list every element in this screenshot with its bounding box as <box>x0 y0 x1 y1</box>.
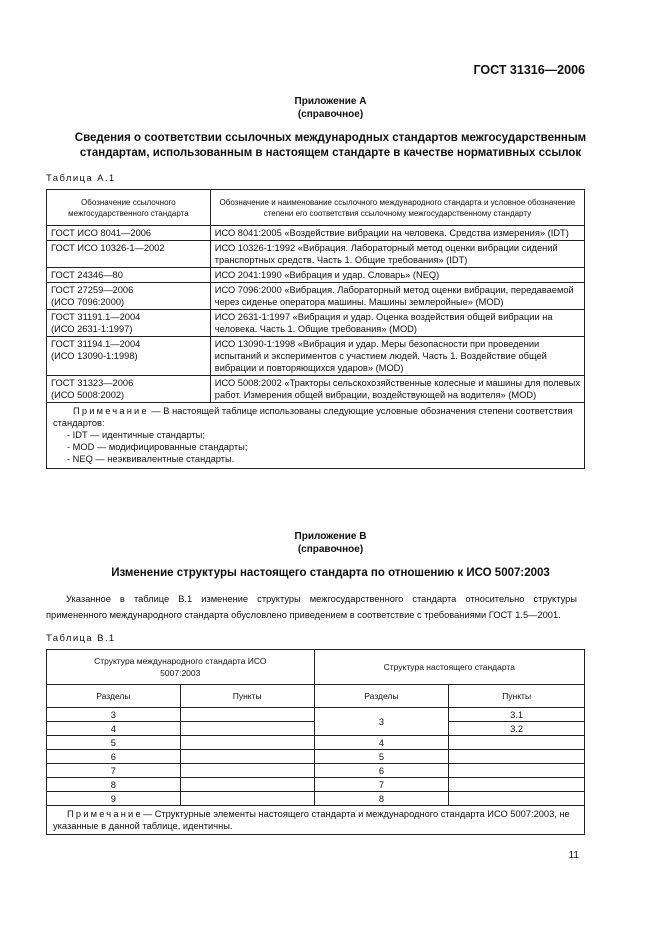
cell: 4 <box>47 722 181 736</box>
table-a1-note <box>47 403 585 469</box>
table-row <box>47 310 585 337</box>
table-b1 <box>46 649 585 835</box>
cell <box>449 736 585 750</box>
gost-cell: ГОСТ 31194.1—2004 (ИСО 13090-1:1998) <box>47 337 211 376</box>
iso-cell: ИСО 2041:1990 «Вибрация и удар. Словарь» (NEQ) <box>210 268 584 283</box>
table-row <box>47 750 585 764</box>
iso-cell: ИСО 8041:2005 «Воздействие вибрации на человека. Средства измерения» (IDT) <box>210 226 584 241</box>
iso-cell: ИСО 10326-1:1992 «Вибрация. Лабораторный метод оценки вибрации сидений транспортных средств. Часть 1. Общие требования» (IDT) <box>210 241 584 268</box>
cell <box>449 792 585 806</box>
table-row <box>47 778 585 792</box>
cell <box>449 778 585 792</box>
table-row <box>47 226 585 241</box>
appendix-a-subtitle: (справочное) <box>297 109 364 120</box>
note-label: Примечание <box>67 809 143 819</box>
cell: 7 <box>47 764 181 778</box>
column-header: Разделы <box>47 685 181 708</box>
note-item: - NEQ — неэквивалентные стандарты. <box>67 454 235 464</box>
cell <box>180 750 314 764</box>
appendix-b-heading: Изменение структуры настоящего стандарта по отношению к ИСО 5007:2003 <box>111 567 550 579</box>
appendix-b-title: Приложение В <box>294 531 367 542</box>
iso-cell: ИСО 2631-1:1997 «Вибрация и удар. Оценка воздействия общей вибрации на человека. Часть 1. Общие требования» (MOD) <box>210 310 584 337</box>
column-header: Обозначение ссылочного межгосударственного стандарта <box>47 190 211 226</box>
gost-cell: ГОСТ 27259—2006 (ИСО 7096:2000) <box>47 283 211 310</box>
cell: 5 <box>314 750 449 764</box>
note-item: - MOD — модифицированные стандарты; <box>67 442 248 452</box>
cell <box>449 764 585 778</box>
table-row <box>47 376 585 403</box>
appendix-a-title: Приложение А <box>294 96 367 107</box>
cell <box>180 736 314 750</box>
gost-cell: ГОСТ 31323—2006 (ИСО 5008:2002) <box>47 376 211 403</box>
table-row <box>47 792 585 806</box>
table-note-row <box>47 403 585 469</box>
document-number: ГОСТ 31316—2006 <box>473 63 585 77</box>
cell <box>180 778 314 792</box>
cell: 6 <box>47 750 181 764</box>
table-row <box>47 241 585 268</box>
table-group-header-row <box>47 650 585 685</box>
table-row <box>47 337 585 376</box>
cell: 3.1 <box>449 708 585 722</box>
cell: 3 <box>47 708 181 722</box>
cell: 3.2 <box>449 722 585 736</box>
iso-cell: ИСО 7096:2000 «Вибрация. Лабораторный метод оценки вибрации, передаваемой через сиденье оператора машины. Машины землеройные» (MOD) <box>210 283 584 310</box>
cell: 8 <box>47 778 181 792</box>
table-b1-note <box>47 806 585 835</box>
paragraph-text: Указанное в таблице В.1 изменение структуры межгосударственного стандарта относительно структуры примененного международного стандарта обусловлено приведением в соответствие с требованиями ГОСТ 1.5—2001. <box>46 594 577 620</box>
cell: 9 <box>47 792 181 806</box>
iso-cell: ИСО 13090-1:1998 «Вибрация и удар. Меры безопасности при проведении испытаний и экспериментов с участием людей. Часть 1. Воздействие общей вибрации и повторяющихся ударов» (MOD) <box>210 337 584 376</box>
appendix-b-paragraph <box>46 591 577 623</box>
table-row <box>47 708 585 722</box>
table-row <box>47 764 585 778</box>
gost-cell: ГОСТ 24346—80 <box>47 268 211 283</box>
cell: 6 <box>314 764 449 778</box>
cell <box>180 708 314 722</box>
cell <box>180 792 314 806</box>
cell: 7 <box>314 778 449 792</box>
group-header: Структура международного стандарта ИСО 5007:2003 <box>47 650 315 685</box>
note-label: Примечание <box>73 406 149 416</box>
cell: 8 <box>314 792 449 806</box>
cell: 5 <box>47 736 181 750</box>
iso-cell: ИСО 5008:2002 «Тракторы сельскохозяйственные колесные и машины для полевых работ. Измерения общей вибрации, воздействующей на водителя» (MOD) <box>210 376 584 403</box>
group-header: Структура настоящего стандарта <box>314 650 584 685</box>
table-note-row <box>47 806 585 835</box>
table-a1 <box>46 189 585 469</box>
cell <box>449 750 585 764</box>
table-sub-header-row <box>47 685 585 708</box>
note-item: - IDT — идентичные стандарты; <box>67 430 205 440</box>
note-text: — В настоящей таблице использованы следующие условные обозначения степени соответствия стандартов: <box>53 406 573 428</box>
gost-cell: ГОСТ ИСО 8041—2006 <box>47 226 211 241</box>
gost-cell: ГОСТ 31191.1—2004 (ИСО 2631-1:1997) <box>47 310 211 337</box>
column-header: Обозначение и наименование ссылочного международного стандарта и условное обозначение степени его соответствия ссылочному межгосударственному стандарту <box>210 190 584 226</box>
appendix-b-subtitle: (справочное) <box>297 544 364 555</box>
table-header-row <box>47 190 585 226</box>
cell <box>180 722 314 736</box>
column-header: Пункты <box>180 685 314 708</box>
cell <box>180 764 314 778</box>
appendix-a-heading: Сведения о соответствии ссылочных международных стандартов межгосударственным стандартам, использованным в настоящем стандарте в качестве нормативных ссылок <box>74 132 587 159</box>
table-row <box>47 268 585 283</box>
cell: 4 <box>314 736 449 750</box>
table-row <box>47 283 585 310</box>
page-number: 11 <box>568 850 579 861</box>
cell: 3 <box>314 708 449 736</box>
table-row <box>47 736 585 750</box>
table-a1-caption: Таблица А.1 <box>46 173 116 184</box>
table-b1-caption: Таблица В.1 <box>46 633 116 644</box>
note-text: — Структурные элементы настоящего стандарта и международного стандарта ИСО 5007:2003, не указанные в данной таблице, идентичны. <box>53 809 570 831</box>
column-header: Разделы <box>314 685 449 708</box>
column-header: Пункты <box>449 685 585 708</box>
gost-cell: ГОСТ ИСО 10326-1—2002 <box>47 241 211 268</box>
